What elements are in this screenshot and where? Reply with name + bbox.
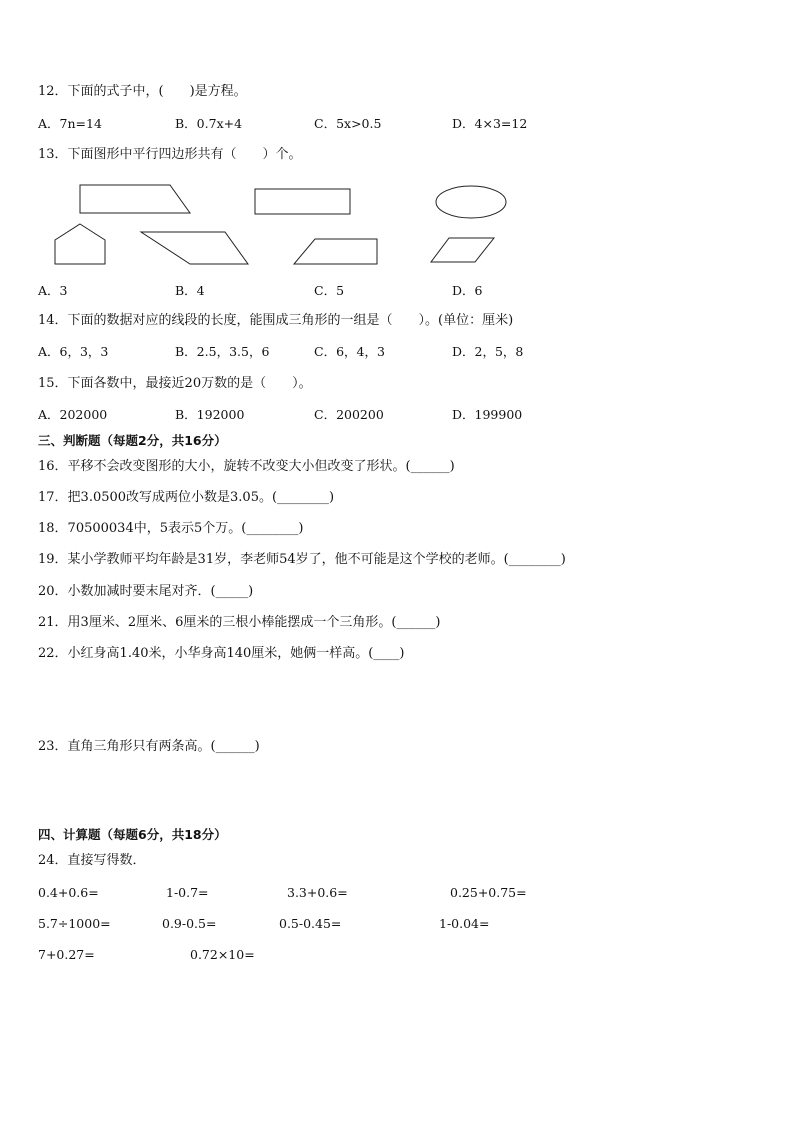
calc-item: 0.9-0.5= xyxy=(162,916,217,931)
q13-figures xyxy=(0,0,794,300)
q12-option-b: B．0.7x+4 xyxy=(175,116,243,131)
calc-item: 0.5-0.45= xyxy=(279,916,342,931)
q15-option-c: C．200200 xyxy=(314,407,384,422)
parallelogram-shape-1 xyxy=(141,232,248,264)
q14-option-d: D．2，5，8 xyxy=(452,344,524,359)
q17: 17．把3.0500改写成两位小数是3.05。(________) xyxy=(38,490,335,505)
q19: 19．某小学教师平均年龄是31岁，李老师54岁了，他不可能是这个学校的老师。(________) xyxy=(38,552,566,567)
rectangle-shape xyxy=(255,189,350,214)
trapezoid-shape-2 xyxy=(294,239,377,264)
q13-stem: 13．下面图形中平行四边形共有（ ）个。 xyxy=(38,147,302,162)
q14-stem: 14．下面的数据对应的线段的长度，能围成三角形的一组是（ ）。(单位：厘米) xyxy=(38,313,514,328)
q12-option-c: C．5x>0.5 xyxy=(314,116,382,131)
section-3-title: 三、判断题（每题2分，共16分） xyxy=(38,433,227,448)
calc-item: 0.4+0.6= xyxy=(38,885,99,900)
calc-item: 3.3+0.6= xyxy=(287,885,348,900)
q15-option-a: A．202000 xyxy=(38,407,108,422)
q21: 21．用3厘米、2厘米、6厘米的三根小棒能摆成一个三角形。(______) xyxy=(38,615,441,630)
calc-item: 1-0.04= xyxy=(439,916,490,931)
trapezoid-shape xyxy=(80,185,190,213)
q12-stem: 12．下面的式子中，( )是方程。 xyxy=(38,84,247,99)
calc-item: 7+0.27= xyxy=(38,947,95,962)
q12-option-d: D．4×3=12 xyxy=(452,116,528,131)
parallelogram-shape-2 xyxy=(431,238,494,262)
section-4-title: 四、计算题（每题6分，共18分） xyxy=(38,827,227,842)
q13-option-a: A．3 xyxy=(38,283,68,298)
q14-option-c: C．6，4，3 xyxy=(314,344,385,359)
ellipse-shape xyxy=(436,186,506,218)
calc-item: 5.7÷1000= xyxy=(38,916,111,931)
q12-option-a: A．7n=14 xyxy=(38,116,102,131)
q15-option-d: D．199900 xyxy=(452,407,523,422)
q14-option-b: B．2.5，3.5，6 xyxy=(175,344,270,359)
q13-option-d: D．6 xyxy=(452,283,483,298)
q20: 20．小数加减时要末尾对齐．(_____) xyxy=(38,584,254,599)
q18: 18．70500034中，5表示5个万。(________) xyxy=(38,521,304,536)
q23: 23．直角三角形只有两条高。(______) xyxy=(38,739,260,754)
calc-item: 1-0.7= xyxy=(166,885,209,900)
q15-stem: 15．下面各数中，最接近20万数的是（ ）。 xyxy=(38,376,312,391)
q14-option-a: A．6，3，3 xyxy=(38,344,109,359)
q16: 16．平移不会改变图形的大小，旋转不改变大小但改变了形状。(______) xyxy=(38,459,455,474)
q24-stem: 24．直接写得数． xyxy=(38,853,146,868)
q22: 22．小红身高1.40米，小华身高140厘米，她俩一样高。(____) xyxy=(38,646,405,661)
pentagon-shape xyxy=(55,224,105,264)
calc-item: 0.72×10= xyxy=(190,947,255,962)
calc-item: 0.25+0.75= xyxy=(450,885,527,900)
q13-option-c: C．5 xyxy=(314,283,345,298)
q13-option-b: B．4 xyxy=(175,283,205,298)
q15-option-b: B．192000 xyxy=(175,407,245,422)
